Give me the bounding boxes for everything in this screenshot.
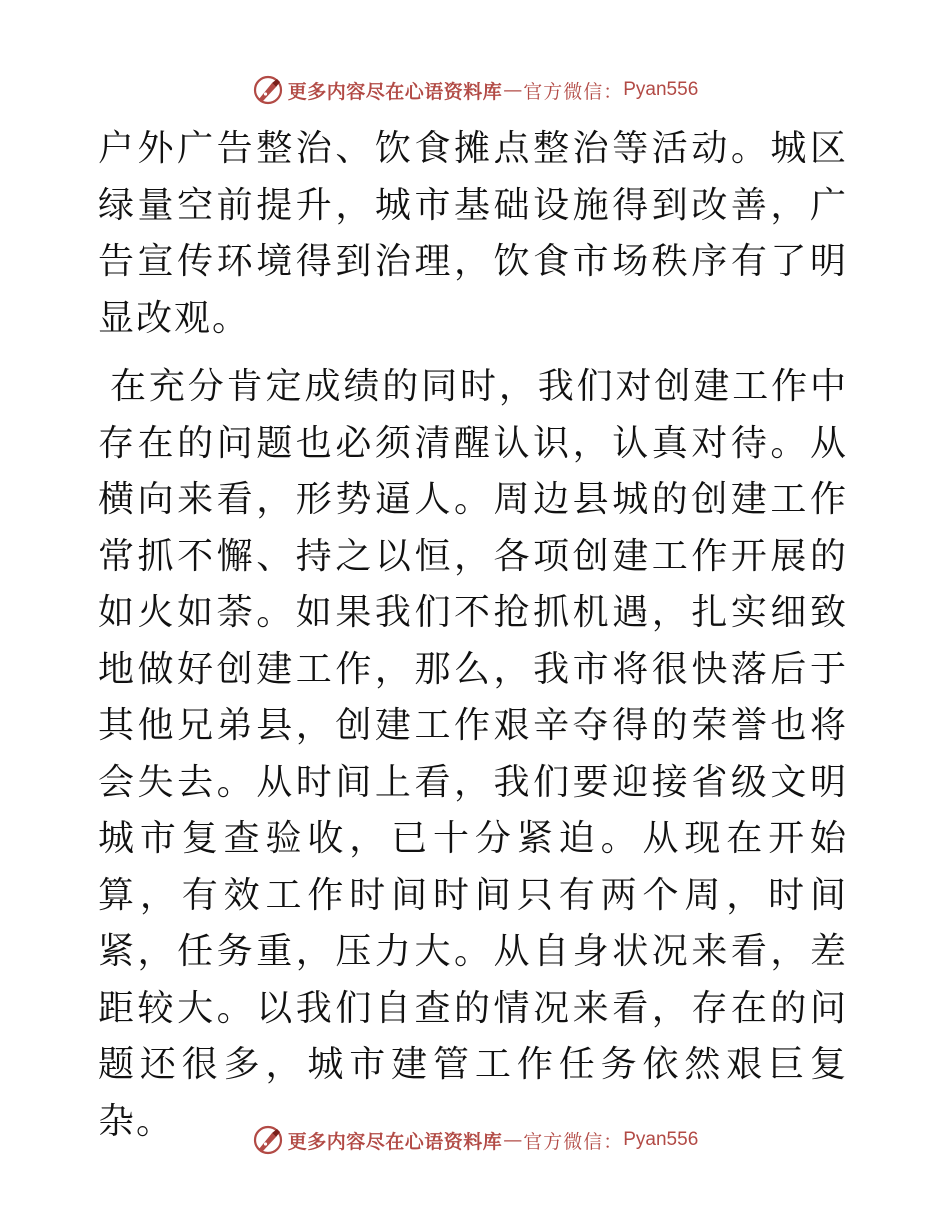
footer-separator: — <box>503 1129 523 1151</box>
paragraph-2: 在充分肯定成绩的同时，我们对创建工作中存在的问题也必须清醒认识，认真对待。从横向来看，形势逼人。周边县城的创建工作常抓不懈、持之以恒，各项创建工作开展的如火如荼。如果我们不抢抓机遇，扎实细致地做好创建工作，那么，我市将很快落后于其他兄弟县，创建工作艰辛夺得的荣誉也将会失去。从时间上看，我们要迎接省级文明城市复查验收，已十分紧迫。从现在开始算，有效工作时间时间只有两个周，时间紧，任务重，压力大。从自身状况来看，差距较大。以我们自查的情况来看，存在的问题还很多，城市建管工作任务依然艰巨复杂。 <box>98 366 848 1142</box>
document-body <box>98 121 848 1150</box>
header-separator: — <box>503 79 523 101</box>
pen-nib-logo-icon <box>252 1124 284 1156</box>
footer-brand-text: 更多内容尽在心语资料库 <box>287 1130 503 1153</box>
footer-wechat-id: Pyan556 <box>623 1129 699 1150</box>
header-watermark <box>0 70 950 110</box>
paragraph-1: 户外广告整治、饮食摊点整治等活动。城区绿量空前提升，城市基础设施得到改善，广告宣传环境得到治理，饮食市场秩序有了明显改观。 <box>98 128 848 339</box>
pen-nib-logo-icon <box>252 74 284 106</box>
header-brand-text: 更多内容尽在心语资料库 <box>287 80 503 103</box>
footer-watermark <box>0 1120 950 1160</box>
header-wechat-id: Pyan556 <box>623 79 699 100</box>
footer-official-label: 官方微信： <box>523 1130 624 1153</box>
header-official-label: 官方微信： <box>523 80 624 103</box>
